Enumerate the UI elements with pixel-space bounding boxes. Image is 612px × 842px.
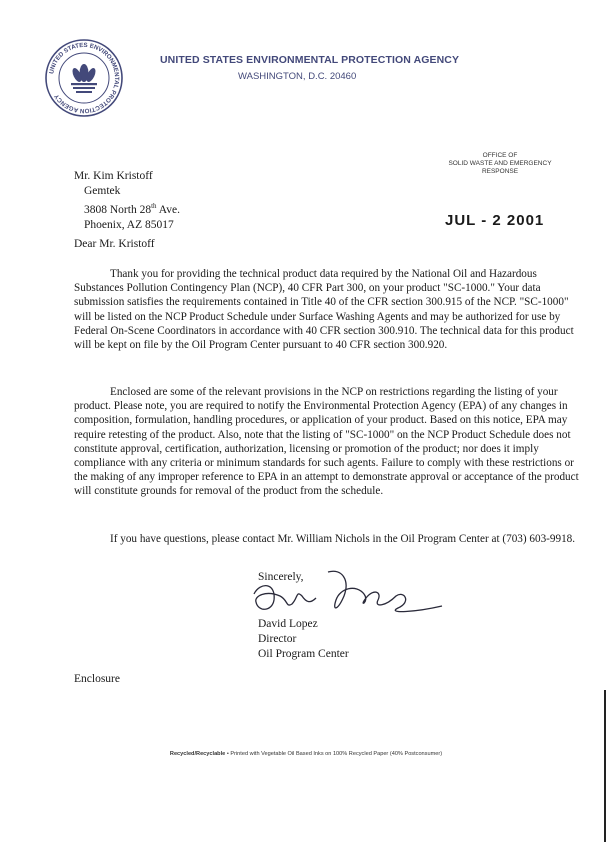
office-line: RESPONSE (481, 168, 519, 175)
office-line: OFFICE OF (482, 152, 518, 159)
signer-office: Oil Program Center (258, 648, 349, 660)
recycled-footer (0, 751, 612, 757)
agency-address: WASHINGTON, D.C. 20460 (238, 71, 357, 82)
office-line: SOLID WASTE AND EMERGENCY (448, 160, 552, 167)
footer-bold: Recycled/Recyclable (169, 751, 226, 757)
street-type: Ave. (156, 203, 180, 216)
signer-block (258, 617, 349, 662)
agency-name: UNITED STATES ENVIRONMENTAL PROTECTION AGENCY (160, 54, 460, 66)
recipient-street (74, 199, 180, 218)
footer-text: • Printed with Vegetable Oil Based Inks on 100% Recycled Paper (40% Postconsumer) (225, 751, 443, 757)
body-paragraph: Thank you for providing the technical product data required by the National Oil and Hazardous Substances Pollution Contingency Plan (NCP), 40 CFR Part 300, on your product "SC-1000." Your data submission satisfies the requirements contained in Title 40 of the CFR section 300.915 of the NCP. "SC-1000" will be listed on the NCP Product Schedule under Surface Washing Agents and may be authorized for use by Federal On-Scene Coordinators in accordance with 40 CFR section 300.910. The technical data for this product will be kept on file by the Oil Program Center pursuant to 40 CFR section 300.920. (74, 268, 574, 352)
seal-text: UNITED STATES ENVIRONMENTAL PROTECTION AGENCY (48, 41, 121, 115)
scan-edge-line (604, 690, 606, 842)
salutation: Dear Mr. Kristoff (74, 238, 155, 250)
body-paragraph: Enclosed are some of the relevant provisions in the NCP on restrictions regarding the listing of your product. Please note, you are required to notify the Environmental Protection Agency (EPA) of any changes in composition, formulation, handling procedures, or application of your product. Based on this notice, EPA may require retesting of the product. Also, note that the listing of "SC-1000" on the NCP Product Schedule does not constitute approval, certification, authorization, licensing or promotion of the product; nor does it imply compliance with any criteria or minimum standards for such agents. Failure to comply with these restrictions or the making of any improper reference to EPA in an attempt to demonstrate approval or acceptance of the product will constitute grounds for removal of the product from the schedule. (74, 386, 579, 498)
office-block (430, 152, 570, 176)
recipient-city: Phoenix, AZ 85017 (84, 218, 174, 231)
closing: Sincerely, (258, 571, 304, 583)
epa-seal-logo (44, 38, 124, 118)
street-suffix: th (151, 202, 157, 210)
recipient-name: Mr. Kim Kristoff (74, 170, 153, 182)
date-stamp: JUL - 2 2001 (445, 212, 545, 229)
recipient-company: Gemtek (84, 185, 121, 197)
street-number: 3808 North 28 (84, 203, 152, 216)
recipient-address (74, 169, 180, 233)
signer-title: Director (258, 633, 297, 645)
body-paragraph: If you have questions, please contact Mr. William Nichols in the Oil Program Center at (703) 603-9918. (110, 533, 576, 545)
signer-name: David Lopez (258, 618, 318, 630)
enclosure-note: Enclosure (74, 673, 120, 685)
